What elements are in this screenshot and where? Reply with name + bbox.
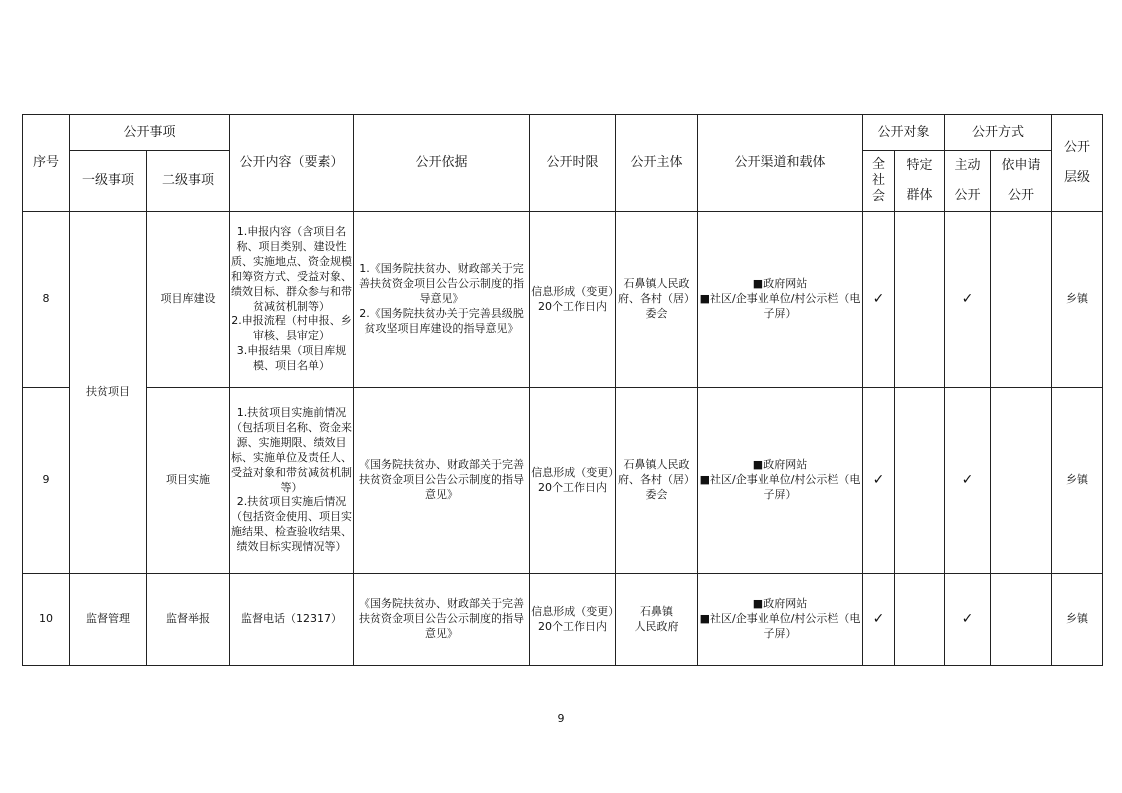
header-subject: 公开主体: [616, 115, 698, 212]
row-level2: 项目库建设: [147, 212, 230, 388]
row-method-active: [945, 212, 991, 388]
row-level: 乡镇: [1052, 212, 1103, 388]
row-target-all: [863, 574, 895, 666]
header-method: 公开方式: [945, 115, 1052, 151]
row-level2: 项目实施: [147, 388, 230, 574]
row-target-all: [863, 388, 895, 574]
row-channel: ■政府网站 ■社区/企事业单位/村公示栏（电子屏）: [698, 574, 863, 666]
table-row: [23, 212, 1103, 388]
row-target-specific: [895, 212, 945, 388]
row-content: 1.申报内容（含项目名称、项目类别、建设性质、实施地点、资金规模和筹资方式、受益对象、绩效目标、群众参与和带贫减贫机制等） 2.申报流程（村申报、乡审核、县审定） 3.申报结果（项目库规模、项目名单）: [230, 212, 354, 388]
check-icon: ✓: [961, 291, 974, 308]
row-content: 监督电话（12317）: [230, 574, 354, 666]
check-icon: ✓: [872, 611, 885, 628]
row-level1: 扶贫项目: [70, 212, 147, 574]
table-row: [23, 574, 1103, 666]
row-target-specific: [895, 574, 945, 666]
check-icon: ✓: [872, 291, 885, 308]
header-method-active: 主动 公开: [945, 151, 991, 212]
row-level2: 监督举报: [147, 574, 230, 666]
header-level: 公开 层级: [1052, 115, 1103, 212]
header-time-limit: 公开时限: [530, 115, 616, 212]
row-seq: 8: [23, 212, 70, 388]
row-subject: 石鼻镇人民政府、各村（居）委会: [616, 388, 698, 574]
header-target-all: 全社会: [863, 151, 895, 212]
row-basis: 《国务院扶贫办、财政部关于完善扶贫资金项目公告公示制度的指导意见》: [354, 388, 530, 574]
row-level1: 监督管理: [70, 574, 147, 666]
header-target: 公开对象: [863, 115, 945, 151]
disclosure-table: [22, 114, 1103, 666]
header-channel: 公开渠道和载体: [698, 115, 863, 212]
row-level: 乡镇: [1052, 574, 1103, 666]
check-icon: ✓: [961, 472, 974, 489]
header-level2: 二级事项: [147, 151, 230, 212]
header-basis: 公开依据: [354, 115, 530, 212]
header-seq: 序号: [23, 115, 70, 212]
row-method-apply: [991, 574, 1052, 666]
row-channel: ■政府网站 ■社区/企事业单位/村公示栏（电子屏）: [698, 388, 863, 574]
row-content: 1.扶贫项目实施前情况（包括项目名称、资金来源、实施期限、绩效目标、实施单位及责任人、受益对象和带贫减贫机制等） 2.扶贫项目实施后情况（包括资金使用、项目实施结果、检查验收结果、绩效目标实现情况等）: [230, 388, 354, 574]
row-level: 乡镇: [1052, 388, 1103, 574]
row-seq: 10: [23, 574, 70, 666]
row-time-limit: 信息形成（变更）20个工作日内: [530, 388, 616, 574]
header-matters: 公开事项: [70, 115, 230, 151]
row-time-limit: 信息形成（变更）20个工作日内: [530, 574, 616, 666]
row-method-active: [945, 388, 991, 574]
row-time-limit: 信息形成（变更）20个工作日内: [530, 212, 616, 388]
header-method-apply: 依申请 公开: [991, 151, 1052, 212]
row-method-apply: [991, 212, 1052, 388]
check-icon: ✓: [872, 472, 885, 489]
row-subject: 石鼻镇人民政府、各村（居）委会: [616, 212, 698, 388]
page-number: 9: [557, 712, 565, 725]
check-icon: ✓: [961, 611, 974, 628]
row-subject: 石鼻镇 人民政府: [616, 574, 698, 666]
row-method-apply: [991, 388, 1052, 574]
row-basis: 《国务院扶贫办、财政部关于完善扶贫资金项目公告公示制度的指导意见》: [354, 574, 530, 666]
header-level1: 一级事项: [70, 151, 147, 212]
header-content: 公开内容（要素）: [230, 115, 354, 212]
row-target-all: [863, 212, 895, 388]
row-basis: 1.《国务院扶贫办、财政部关于完善扶贫资金项目公告公示制度的指导意见》 2.《国务院扶贫办关于完善县级脱贫攻坚项目库建设的指导意见》: [354, 212, 530, 388]
row-method-active: [945, 574, 991, 666]
row-channel: ■政府网站 ■社区/企事业单位/村公示栏（电子屏）: [698, 212, 863, 388]
table-row: [23, 388, 1103, 574]
header-target-specific: 特定 群体: [895, 151, 945, 212]
row-seq: 9: [23, 388, 70, 574]
row-target-specific: [895, 388, 945, 574]
